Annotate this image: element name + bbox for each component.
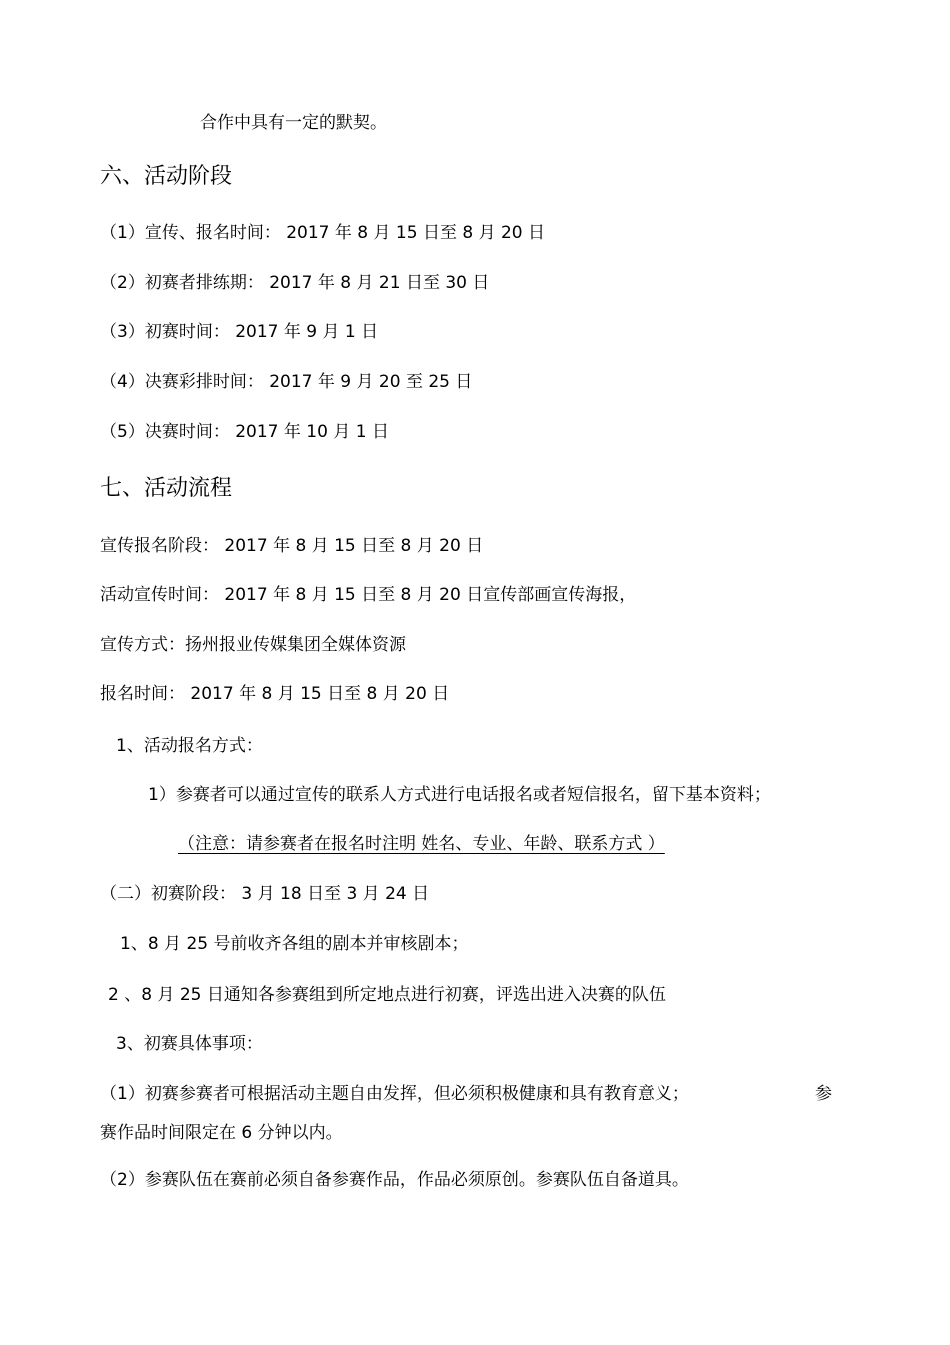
- section-heading-seven: 七、活动流程: [100, 476, 233, 501]
- section-heading-six: 六、活动阶段: [100, 164, 233, 189]
- preliminary-item-2: 2 、8 月 25 日通知各参赛组到所定地点进行初赛，评选出进入决赛的队伍: [108, 985, 666, 1005]
- stage-item-4: （4）决赛彩排时间： 2017 年 9 月 20 至 25 日: [100, 372, 473, 392]
- signup-method-title: 1、活动报名方式：: [116, 736, 263, 756]
- stage-item-2: （2）初赛者排练期： 2017 年 8 月 21 日至 30 日: [100, 273, 490, 293]
- signup-method-item: 1）参赛者可以通过宣传的联系人方式进行电话报名或者短信报名，留下基本资料；: [148, 785, 771, 805]
- process-line-4: 报名时间： 2017 年 8 月 15 日至 8 月 20 日: [100, 684, 450, 704]
- rule-item-1-continuation: 赛作品时间限定在 6 分钟以内。: [100, 1123, 343, 1143]
- stage-item-3: （3）初赛时间： 2017 年 9 月 1 日: [100, 322, 379, 342]
- paragraph-continuation: 合作中具有一定的默契。: [200, 113, 387, 133]
- stage-item-1: （1）宣传、报名时间： 2017 年 8 月 15 日至 8 月 20 日: [100, 223, 546, 243]
- rule-item-1: （1）初赛参赛者可根据活动主题自由发挥，但必须积极健康和具有教育意义；: [100, 1084, 689, 1104]
- signup-note: （注意：请参赛者在报名时注明 姓名、专业、年龄、联系方式 ）: [178, 834, 665, 854]
- preliminary-item-1: 1、8 月 25 号前收齐各组的剧本并审核剧本；: [120, 934, 469, 954]
- process-line-3: 宣传方式：扬州报业传媒集团全媒体资源: [100, 635, 406, 655]
- process-line-1: 宣传报名阶段： 2017 年 8 月 15 日至 8 月 20 日: [100, 536, 484, 556]
- process-line-2: 活动宣传时间： 2017 年 8 月 15 日至 8 月 20 日宣传部画宣传海报，: [100, 585, 637, 605]
- preliminary-stage-title: （二）初赛阶段： 3 月 18 日至 3 月 24 日: [100, 884, 430, 904]
- rule-item-1-wrap: 参: [815, 1084, 832, 1104]
- stage-item-5: （5）决赛时间： 2017 年 10 月 1 日: [100, 422, 389, 442]
- rule-item-2: （2）参赛队伍在赛前必须自备参赛作品，作品必须原创。参赛队伍自备道具。: [100, 1170, 689, 1190]
- preliminary-item-3: 3、初赛具体事项：: [116, 1034, 263, 1054]
